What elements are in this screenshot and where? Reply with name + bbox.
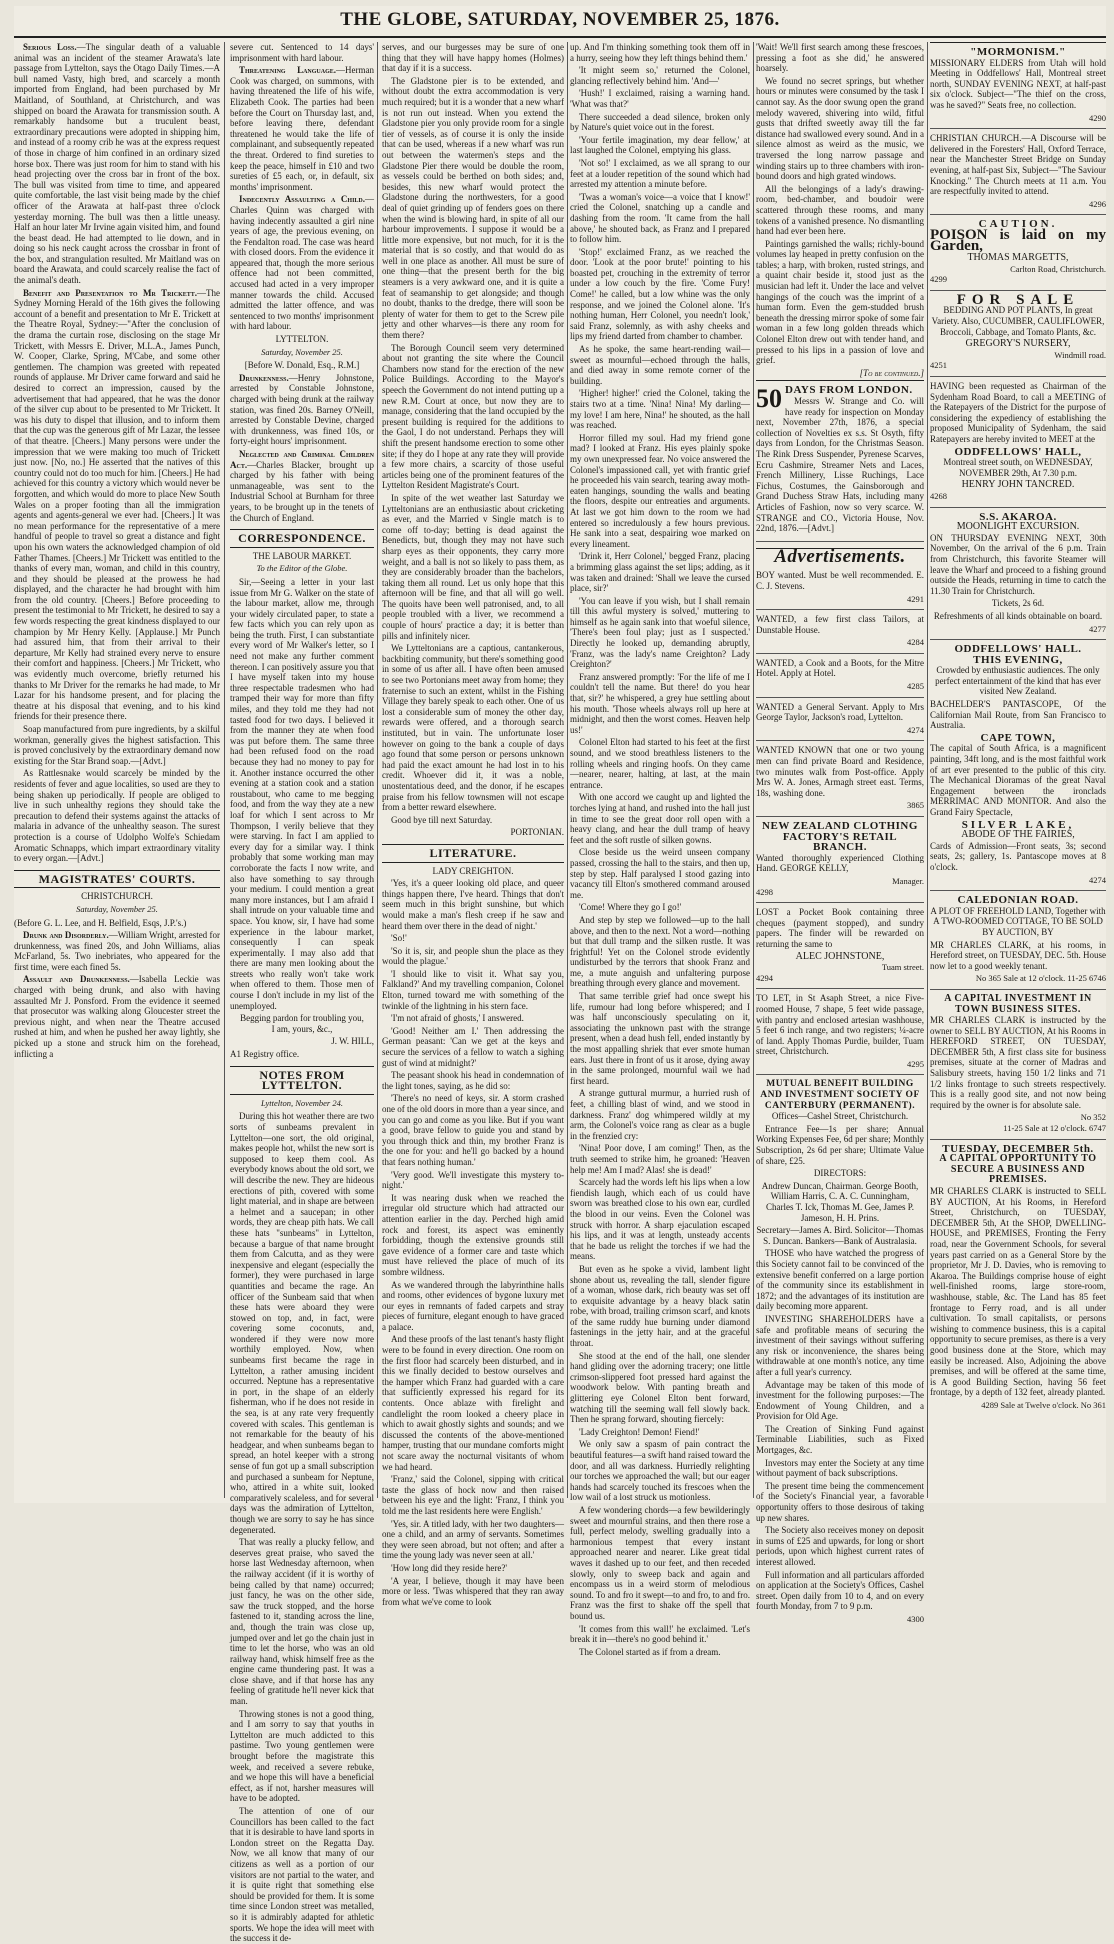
story-para: She stood at the end of the hall, one slender hand gliding over the adorning tracery; one little crimson-slippered foot pressed hard against the woodwork below. With panting breath and glittering eye Colonel Elton bent forward, watching till the seeming wall fell slowly back. Then he sprang forward, shouting fiercely:: [570, 1350, 750, 1425]
story-para: Franz answered promptly: 'For the life of me I couldn't tell the name. But there! do you hear that, sir?' he whispered, a grey hue settling about his mouth. 'Those wheels always roll up here at midnight, and then the worst comes. Heaven help us!': [570, 671, 750, 735]
fifty-days-title: DAYS FROM LONDON.: [785, 384, 913, 397]
story-para: A strange guttural murmur, a hurried rush of feet, a chilling blast of wind, and we stood in darkness. Franz' dog whimpered wildly at my arm, the Colonel's voice rang as clear as a bugle in the frenzied cry:: [570, 1088, 750, 1141]
story-para: There succeeded a dead silence, broken only by Nature's quiet voice out in the forest.: [570, 111, 750, 133]
court-assault-cont: severe cut. Sentenced to 14 days' imprisonment with hard labour.: [230, 42, 374, 63]
story-para: 'I'm not afraid of ghosts,' I answered.: [391, 1013, 524, 1024]
ad-servant-wanted: WANTED a General Servant. Apply to Mrs George Taylor, Jackson's road, Lyttelton. 4274: [756, 698, 924, 742]
notes-para: Good bye till next Saturday.: [391, 814, 493, 825]
story-para: It was nearing dusk when we reached the irregular old structure which had attracted our attention earlier in the day. Perched high amid rock and forest, its aspect was eminently forbidding, though the extensive grounds still gave evidence of a former care and taste which must have relieved the place of much of its sombre wildness.: [382, 1192, 564, 1277]
to-be-continued: [To be continued.]: [859, 367, 924, 378]
court-date: Saturday, November 25.: [76, 903, 158, 914]
story-para: And step by step we followed—up to the hall above, and then to the next. Not a word—nothing but that dull tramp and the silken rustle. It was frightful! Yet on the Colonel strode evidently undisturbed by the terrors that shook Franz and me, a mute anguish and unfaltering purpose breathing through every glance and movement.: [570, 914, 750, 989]
magistrates-courts-heading: MAGISTRATES' COURTS.: [14, 870, 220, 889]
notes-para: The Borough Council seem very determined about not granting the site where the Council Chambers now stand for the erection of the new Police Buildings. According to the Mayor's speech the Government do not intend putting up a new R.M. Court at once, but now they are to manage, considering that the land occupied by the present building is required for the additions to the Gaol, I do not understand. Perhaps they will shift the present handsome erection to some other site; if they do I hope at any rate they will provide a few more chairs, a scarcity of those useful articles being one of the prominent features of the Lyttelton Resident Magistrate's Court.: [382, 342, 564, 491]
court-drunk: Drunk and Disorderly.—William Wright, arrested for drunkenness, was fined 20s, and John Williams, alias McFarland, 5s. Two inebriates, who appeared for the first time, were each fined 5s.: [14, 930, 221, 972]
column-2: [230, 42, 374, 1944]
court-bench: (Before G. L. Lee, and H. Belfield, Esqs, J.P.'s.): [14, 917, 187, 928]
lyttelton-drunk: Drunkenness.—Henry Johnstone, arrested by Constable Johnstone, charged with being drunk at the railway station, was fined 20s. Barney O'Neill, arrested by Constable Devine, charged with drunkenness, was fined 10s, or forty-eight hours' imprisonment.: [230, 372, 374, 447]
masthead: THE GLOBE, SATURDAY, NOVEMBER 25, 1876.: [340, 9, 780, 30]
advert-schnapps: As Rattlesnake would scarcely be minded by the residents of fever and ague localities, so used are they to being shaken up periodically. If people are obliged to live in such unhealthy regions they should take the precaution to defend their systems against the attacks of malaria in advance of the unhealthy season. The surest protection is a course of Udolpho Wolfe's Schiedam Aromatic Schnapps, which impart extraordinary vitality to every organ.—[Advt.]: [14, 768, 220, 864]
story-para: 'So!': [391, 933, 407, 944]
notes-para: The attention of one of our Councillors has been called to the fact that it is desirable to have land sports in London street on the Regatta Day. Now, we all know that many of our citizens as well as a portion of our visitors are not partial to the water, and it is quite right that something else should be provided for them. It is some time since London street was metalled, so it is admirably adapted for athletic sports. We hope the idea will meet with the success it de-: [230, 1806, 374, 1944]
notes-para: We Lytteltonians are a captious, cantankerous, backbiting community, but there's something good in some of us after all. I have often been amused to see two Portonians meet away from home; they fraternise to such an extent, whilst in the Fishing Village they barely speak to each other. One of us lost a considerable sum of money the other day, rewards were offered, and a thorough search instituted, but in vain. The unfortunate loser however on going to the bank a couple of days ago found that some person or persons unknown had paid the exact amount he had lost in to his credit. Whoever did it, it was a noble, unostentatious deed, and the donor, if he escapes praise from his fellow townsmen will not escape from a better reward elsewhere.: [382, 643, 565, 813]
column-4: [570, 42, 750, 1657]
ad-mutual-benefit-society: MUTUAL BENEFIT BUILDING AND INVESTMENT SOCIETY OF CANTERBURY (PERMANENT). Offices—Cashel Street, Christchurch. Entrance Fee—1s per share; Annual Working Expenses Fee, 6d per share; Monthly Subscription, 2s 6d per share; Ultimate Value of share, £25. DIRECTORS: Andrew Duncan, Chairman. George Booth, William Harris, C. A. C. Cunningham, Charles T. Ick, Thomas M. Gee, James P. Jameson, H. H. Prins. Secretary—James A. Bird. Solicitor—Thomas S. Duncan. Bankers—Bank of Australasia. THOSE who have watched the progress of this Society cannot fail to be convinced of the extensive benefit conferred on a large portion of the community since its establishment in 1872; and the advantages of its institution are daily becoming more apparent. INVESTING SHAREHOLDERS have a safe and profitable means of securing the investment of their savings without suffering any risk or inconvenience, the shares being withdrawable at one month's notice, any time after a full year's currency. Advantage may be taken of this mode of investment for the following purposes:—The Endowment of Young Children, and a Provision for Old Age. The Creation of Sinking Fund against Terminable Liabilities, such as Fixed Mortgages, &c. Investors may enter the Society at any time without payment of back subscriptions. The present time being the commencement of the Society's Financial year, a favorable opportunity offers to those desirous of taking up new shares. The Society also receives money on deposit in sums of £25 and upwards, for long or short periods, upon which highest current rates of interest allowed. Full information and all particulars afforded on application at the Society's Offices, Cashel street. Open daily from 10 to 4, and on every fourth Monday, from 7 to 9 p.m. 4300: [756, 1079, 924, 1624]
story-para: 'Nina! Poor dove, I am coming!' Then, as the truth seemed to strike him, he groaned: 'Heaven help me! Am I mad? Alas! she is dead!': [570, 1143, 750, 1175]
notes-date: Lyttelton, November 24.: [261, 1097, 343, 1108]
notes-para: Throwing stones is not a good thing, and I am sorry to say that youths in Lyttelton are much addicted to this pastime. Two young gentlemen were brought before the magistrate this week, and received a severe rebuke, and we hope this will have a beneficial effect, as if not, harsher measures will have to be adopted.: [230, 1708, 374, 1804]
ad-caledonian-road: CALEDONIAN ROAD. A PLOT OF FREEHOLD LAND, Together with A TWO-ROOMED COTTAGE, TO BE SOLD BY AUCTION, BY MR CHARLES CLARK, at his rooms, in Hereford street, on TUESDAY, DEC. 5th. House now let to a good weekly tenant. No 365 Sale at 12 o'clock. 11-25 6746: [930, 891, 1106, 990]
story-para: 'How long did they reside here?': [391, 1562, 507, 1573]
court-assault: Assault and Drunkenness.—Isabella Leckie was charged with being drunk, and also with having assaulted Mr J. Ponsford. From the evidence it seemed that prosecutor was walking along Gloucester street the previous night, and when near the Theatre accused rushed at him, and when he pushed her away lightly, she picked up a stone and struck him on the forehead, inflicting a: [14, 974, 220, 1059]
ad-to-let: TO LET, in St Asaph Street, a nice Five-roomed House, 7 shape, 5 feet wide passage, with pantry and enclosed artesian washhouse, 5 feet 6 inch range, and two registers; ¼-acre of land. Apply Thomas Purdie, builder, Tuam street, Christchurch. 4295: [756, 989, 924, 1075]
story-para: We found no secret springs, but whether hours or minutes were consumed by the task I cannot say. As the door swung open the grand melody wavered, shivering into wild, fitful gusts that drifted sweetly away till the far distance had swallowed every sound. And in a silence almost as weird as the music, we traversed the long narrow passage and winding stairs up to three chambers with iron-bound doors and high grated windows.: [756, 75, 924, 182]
article-trickett-benefit: Benefit and Presentation to Mr Trickett.—The Sydney Morning Herald of the 16th gives the following account of a benefit and presentation to Mr E. Trickett at the Theatre Royal, Sydney:—"After the conclusion of the drama the curtain rose, disclosing on the stage Mr Trickett, with Messrs E. Driver, M.L.A., James Punch, W. Cooper, Clarke, Spring, M'Cabe, and some other gentlemen. The champion was greeted with repeated rounds of applause. Mr Driver came forward and said he desired to correct an impression, caused by the advertisement that had appeared, that he was the donor of the silver cup about to be presented to Mr Trickett. It was his duty to dispel that illusion, and to inform them that the cup was the generous gift of Mr Lazar, the lessee of that theatre. [Cheers.] Many persons were under the impression that we were making too much of Trickett just now. [No, no.] He asserted that the natives of this country could not do too much for him. [Cheers.] He had achieved for this country a victory which would never be forgotten, and which would do more to place New South Wales on a proper footing than all the immigration agents and agents-general we ever had. [Cheers.] It was no mean performance for the representative of a mere handful of people to travel so great a distance and fight upon his own waters the acknowledged champion of old Father Thames. [Cheers.] Mr Trickett was entitled to the thanks of every man, woman, and child in this country, and they should be pleased at the prowess he had displayed, and the character he had brought with him from the old country. [Cheers.] Before proceeding to present the testimonial to Mr Trickett, he desired to say a few words respecting the great kindness displayed to our champion by Mr Henry Kelly. [Applause.] Mr Punch had assured him, that from their arrival to their departure, Mr Kelly had strained every nerve to ensure their comfort and happiness. [Cheers.] Mr Trickett, who was evidently much overcome, briefly returned his thanks to Mr Driver for the remarks he had made, to Mr Lazar for his handsome present, and for placing the theatre at his disposal that evening, and to his kind friends for their presence there.: [14, 287, 220, 722]
story-para: 'Your fertile imagination, my dear fellow,' at last laughed the Colonel, emptying his glass.: [570, 134, 750, 156]
article-serious-loss: Serious Loss.—The singular death of a valuable animal was an incident of the steamer Arawata's late passage from Lyttelton, says the Otago Daily Times.—A bull named Vasty, high bred, and scarcely a month imported from England, had been purchased by Mr Maitland, of Southland, at Christchurch, and was shipped on board the Arawata for transmission south. A remarkably handsome but a truculent beast, extraordinary precautions were adopted in shipping him, and instead of a roomy crib he was at the express request of those in charge of him confined in an ordinary sized horse box. There was just room for him to stand with his head projecting over the cross bar in front of the box. The bull was visited from time to time, and appeared quite comfortable, the last visit being made by the chief officer of the Arawata at half-past three o'clock yesterday morning. The bull was then a little uneasy. Half an hour later Mr Irvine again visited him, and found the beast dead. He had attempted to lie down, and in doing so his neck caught across the crossbar in front of the box, and strangulation resulted. Mr Maitland was on board the Arawata, and could scarcely realise the fact of the animal's death.: [14, 42, 220, 286]
ad-sydenham-meeting: HAVING been requested as Chairman of the Sydenham Road Board, to call a MEETING of the Ratepayers of the District for the purpose of considering the expediency of establishing the proposed Municipality of Sydenham, the said Ratepayers are hereby invited to MEET at the ODDFELLOWS' HALL, Montreal street south, on WEDNESDAY, NOVEMBER 29th, At 7.30 p.m. HENRY JOHN TANCRED. 4268: [930, 377, 1106, 508]
masthead-rule: [14, 36, 1106, 38]
ad-board-residence: WANTED KNOWN that one or two young men can find private Board and Residence, two minutes walk from Post-office. Apply Mrs W. A. Jones, Armagh street east. Terms, 18s, washing done. 3865: [756, 741, 924, 817]
story-para: Horror filled my soul. Had my friend gone mad? I looked at Franz. His eyes plainly spoke my own unexpressed fear. No voice answered the Colonel's impassioned call, yet with frantic grief he proceeded his vain search, tearing away moth-eaten hangings, sounding the walls and beating the floors, despite our entreaties and arguments. At last we got him down to the room we had entered so incredulously a few hours previous. He sank into a seat, despairing woe marked on every lineament.: [570, 432, 750, 549]
notes-lyttelton-heading: NOTES FROM LYTTELTON.: [230, 1066, 374, 1095]
lyttelton-court-date: Saturday, November 25.: [261, 346, 343, 357]
story-para: Scarcely had the words left his lips when a low fiendish laugh, which each of us could have sworn was breathed close to his own ear, curdled the blood in our veins. Even the Colonel was struck with horror. A sharp ejaculation escaped his lips, and it was at length, unsteady accents that he bade us relight the torches if we had the means.: [570, 1177, 750, 1262]
notes-para: During this hot weather there are two sorts of sunbeams prevalent in Lyttelton—one sort, the old original, makes people hot, whilst the new sort is supposed to keep them cool. As everybody knows about the old sort, we will describe the new. They are hideous erections of pith, covered with some light material, and in shape are between a helmet and a saucepan; in other words, they are cheap pith hats. We call these hats "sunbeams" in Lyttelton, because a bargue of that name brought them from Calcutta, and as they were inexpensive and elegant (especially the former), they were purchased in large quantities and became the rage. An officer of the Sunbeam said that when these hats were aboard they were stowed on top, and, in fact, were covering some coconuts, and, wondered if they were now more worthily employed. Now, when sunbeams first became the rage in Lyttelton, a rather amusing incident occurred. Neptune has a representative in port, in the shape of an elderly fisherman, who if he does not reside in the sea, is at any rate very frequently covered with scales. This gentleman is not remarkable for the beauty of his headgear, and when sunbeams began to spread, an hotel keeper with a strong sense of fun got up a small subscription and purchased a sunbeam for Neptune, who, attired in a white suit, looked comparatively scaleless, and for several days was the admiration of Lyttelton, though we are sorry to say he has since degenerated.: [230, 1111, 374, 1535]
story-para: 'Stop!' exclaimed Franz, as we reached the door. 'Look at the poor brute!' pointing to his boasted pet, crouching in the extremity of terror under a low couch by the fire. 'Come Fury! Come!' he called, but a low whine was the only response, and we joined the Colonel alone. 'It's nothing human, Herr Colonel, you needn't look,' said Franz, solemnly, as with ashy cheeks and lips my friend darted from chamber to chamber.: [570, 246, 750, 342]
lyttelton-subheading: LYTTELTON.: [275, 334, 329, 345]
lyttelton-neglected: Neglected and Criminal Children Act.—Charles Blacker, brought up charged by his father with being unmanageable, was sent to the Industrial School at Burnham for three years, to be brought up in the tenets of the Church of England.: [230, 448, 374, 523]
story-para: That same terrible grief had once swept his life, rumour had long before whispered; and I was half unconsciously speculating on it, associating the unknown past with the strange present, when a dead hush fell, ended instantly by the most appalling shriek that ever smote human ears. Just there in front of us it arose, dying away in the same prolonged, mournful wail we had first heard.: [570, 991, 750, 1086]
story-para: 'Come! Where they go I go!': [579, 902, 682, 913]
ad-cook-wanted: WANTED, a Cook and a Boots, for the Mitre Hotel. Apply at Hotel. 4285: [756, 654, 924, 698]
story-para: 'Not so!' I exclaimed, as we all sprang to our feet at a louder repetition of the sound which had arrested my attention a minute before.: [570, 157, 750, 190]
fifty-numeral: 50: [756, 384, 782, 414]
lyttelton-bench: [Before W. Donald, Esq., R.M.]: [244, 360, 360, 371]
story-para: As we wandered through the labyrinthine halls and rooms, other evidences of bygone luxury met our eyes in remnants of faded carpets and stray pieces of furniture, elegant enough to have graced a palace.: [382, 1279, 564, 1332]
ad-pantascope: ODDFELLOWS' HALL. THIS EVENING, Crowded by enthusiastic audiences. The only perfect entertainment of the kind that has ever visited New Zealand. BACHELDER'S PANTASCOPE, Of the Californian Mail Route, from San Francisco to Australia. CAPE TOWN, The capital of South Africa, is a magnificent painting, 34ft long, and is the most faithful work of art ever presented to the public of this city. The Mechanical Dioramas of the great Naval Engagement between the ironclads MERRIMAC AND MONITOR. And also the Grand Fairy Spectacle, SILVER LAKE, ABODE OF THE FAIRIES, Cards of Admission—Front seats, 3s; second seats, 2s; gallery, 1s. Pantascope moves at 8 o'clock. 4274: [930, 640, 1106, 891]
story-para: 'Twas a woman's voice—a voice that I know!' cried the Colonel, snatching up a candle and dashing from the room. 'It came from the hall above,' he shouted back, as Franz and I prepared to follow him.: [570, 191, 750, 245]
column-1: [14, 42, 220, 1498]
story-para: 'Franz,' said the Colonel, sipping with critical taste the glass of hock now and then raised between his eye and the light: 'Franz, I think you told me the last residents here were English.': [382, 1474, 564, 1516]
story-para: 'Good! Neither am I.' Then addressing the German peasant: 'Can we get at the keys and secure the services of a fellow to watch a sighing gust of wind at midnight?': [382, 1025, 564, 1068]
story-para: up. And I'm thinking something took them off in a hurry, seeing how they left things behind them.': [570, 42, 750, 63]
column-rule: [753, 42, 754, 1498]
notes-signature: PORTONIAN.: [510, 827, 564, 838]
story-para: Paintings garnished the walls; richly-bound volumes lay heaped in pretty confusion on the tables; a harp, with broken, rusted strings, and a quaint chair beside it, stood just as the musician had left it. Under the lace and velvet hangings of the couch was the imprint of a human form. Even the gem-studded brush beneath the dressing mirror spoke of some fair woman in a few long golden threads which Colonel Elton drew out with tender hand, and pressed to his lips in a passion of love and grief.: [756, 238, 924, 366]
story-para: With one accord we caught up and lighted the torches lying at hand, and rushed into the hall just in time to see the great door roll open with a heavy clang, and hear the dull tramp of heavy feet and the soft rustle of silken gowns.: [570, 792, 750, 845]
column-3: [382, 42, 565, 1607]
notes-cont: serves, and our burgesses may be sure of one thing that they will have happy homes (Holmes) that day if it is a success.: [382, 42, 564, 74]
ad-caution-poison: CAUTION. POISON is laid on my Garden, THOMAS MARGETTS, Carlton Road, Christchurch. 4299: [930, 215, 1106, 291]
story-para: 'There's no need of keys, sir. A storm crashed one of the old doors in more than a year since, and you can go and come as you like. But if you want a good, brave fellow to guide you and stand by you through thick and thin, my brother Franz is the one for you: and he'll go backed by a hound that fears nothing human.': [382, 1093, 564, 1167]
story-para: 'So it is, sir, and people shun the place as they would the plague.': [382, 945, 564, 967]
lady-creighton-title: LADY CREIGHTON.: [432, 865, 514, 876]
story-para: 'Drink it, Herr Colonel,' begged Franz, placing a brimming glass against the set lips; adding, as it was taken and drained: 'Shall we leave the cursed place, sir?': [570, 551, 750, 594]
ad-clothing-factory: NEW ZEALAND CLOTHING FACTORY'S RETAIL BRANCH. Wanted thoroughly experienced Clothing Hand. GEORGE KELLY, Manager. 4298: [756, 817, 924, 903]
labour-letter: Sir,—Seeing a letter in your last issue from Mr G. Walker on the state of the labour market, allow me, through your widely circulated paper, to state a few facts which you can rely upon as being the truth. First, I can substantiate every word of Mr Walker's letter, so I need not make any further comment thereon. I can positively assure you that I have myself taken into my house three respectable tradesmen who had tramped their way for more than fifty miles, and they told me they had not tasted food for two days. I believed it from the manner they ate when food was put before them. The same three had been refused food on the road because they had no money to pay for it. Another instance occurred the other evening at a station cook and a station roustabout, who came to me begging food, and from the way they ate a new loaf for which I sent across to Mr Thompson, I verily believe that they were starving. In fact I am applied to every day for a similar way. I think probably that some working man may corroborate the facts I now write, and also have something to say through your medium. I could mention a great many more instances, but I am afraid I shall intrude on your valuable time and space. You know, sir, I have had some experience in the labour market, consequently I can speak experimentally. I may also add that there are many men looking about the streets who really won't take work when offered to them. Those men of course I don't include in my list of the unemployed.: [230, 576, 374, 1011]
notes-para: In spite of the wet weather last Saturday we Lytteltonians are an enthusiastic about cricketing as ever, and the Married v Single match is to come off to-day; betting is dead against the Benedicts, but, though they may not have such sharp eyes as their opponents, they carry more weight, and a ball is not so likely to pass them, as they are considerably broader than the bachelors, taking them all round. Let us only hope that this afternoon will be fine, and that all will go well. The quoits have been well patronised, and, to all people troubled with a liver, we recommend a couple of hours' practice a day; it is better than pills and infinitely nicer.: [382, 492, 564, 641]
story-para: The peasant shook his head in condemnation of the light tones, saying, as he did so:: [382, 1070, 564, 1091]
court-threat: Threatening Language.—Herman Cook was charged, on summons, with having threatened the life of his wife, Elizabeth Cook. The parties had been before the Court on Thursday last, and, before leaving there, defendant threatened he would take the life of complainant, and subsequently repeated the threat. Ordered to find sureties to keep the peace, himself in £10 and two sureties of £5 each, or, in default, six months' imprisonment.: [230, 65, 374, 192]
story-para: 'You can leave if you wish, but I shall remain till this awful mystery is solved,' muttering to himself as he again sank into that woeful silence, 'There's been foul play; just as I suspected.' Directly he looked up, demanding abruptly, 'Franz, was the lady's name Creighton? Lady Creighton?': [570, 595, 750, 670]
story-para: A few wondering chords—a few bewilderingly sweet and mournful strains, and then there rose a full, perfect melody, swelling gradually into a harmonious tempest that every instant approached nearer and nearer. Like great tidal waves it dashed up to our feet, and then receded slowly, only to sweep back and again and encompass us in a weird storm of melodious sound. To and fro it swept—to and fro, to and fro. Franz was the first to shake off the spell that bound us.: [570, 1504, 750, 1621]
ad-capital-investment: A CAPITAL INVESTMENT IN TOWN BUSINESS SITES. MR CHARLES CLARK is instructed by the owner to SELL BY AUCTION, At his Rooms in HEREFORD STREET, ON TUESDAY, DECEMBER 5th, A first class site for business premises, situate at the corner of Madras and Salisbury streets, having 150 1/2 links and 71 1/2 links frontage to such streets respectively. This is a really good site, and not now being required by the owner is for absolute sale. No 352 11-25 Sale at 12 o'clock. 6747: [930, 990, 1106, 1140]
story-para: 'It might seem so,' returned the Colonel, glancing reflectively behind him. 'And—': [570, 65, 750, 86]
story-para: 'It comes from this wall!' he exclaimed. 'Let's break it in—there's no good behind it.': [570, 1623, 750, 1645]
story-para: 'Yes, sir. A titled lady, with her two daughters—one a child, and an army of servants. Sometimes they were seen abroad, but not often; and after a time the young lady was never seen at all.': [382, 1518, 564, 1561]
newspaper-page: [14, 6, 1106, 1944]
christchurch-subheading: CHRISTCHURCH.: [81, 891, 153, 902]
column-rule: [224, 42, 225, 1498]
column-6: [930, 42, 1106, 1498]
column-rule: [377, 42, 378, 1498]
correspondence-heading: CORRESPONDENCE.: [230, 529, 374, 548]
to-editor: To the Editor of the Globe.: [256, 563, 348, 574]
literature-heading: LITERATURE.: [382, 844, 564, 863]
ad-christian-church: CHRISTIAN CHURCH.—A Discourse will be delivered in the Foresters' Hall, Oxford Terrace, near the Manchester Street Bridge on Sunday evening, at half-past Six, Subject—"The Saviour Knocking." The Church meets at 11 a.m. You are respectfully invited to attend. 4296: [930, 129, 1106, 215]
labour-market-heading: THE LABOUR MARKET.: [252, 550, 352, 561]
story-para: Colonel Elton had started to his feet at the first sound, and we stood breathless listeners to the rolling wheels and ringing hoofs. On they came—nearer, nearer, halting, at last, at the main entrance.: [570, 737, 750, 790]
story-para: 'Hush!' I exclaimed, raising a warning hand. 'What was that?': [570, 88, 750, 109]
ad-lost-pocket-book: LOST a Pocket Book containing three cheques (payment stopped), and sundry papers. The finder will be rewarded on returning the same to ALEC JOHNSTONE, Tuam street. 4294: [756, 903, 924, 989]
ad-tailors-wanted: WANTED, a few first class Tailors, at Dunstable House. 4284: [756, 610, 924, 654]
labour-signature: J. W. HILL,: [331, 1036, 374, 1047]
story-para: 'Wait! We'll first search among these frescoes, pressing a foot as she did,' he answered hoarsely.: [756, 42, 924, 74]
story-para: 'Very good. We'll investigate this mystery to-night.': [382, 1169, 564, 1191]
story-para: 'Higher! higher!' cried the Colonel, taking the stairs two at a time. 'Nina! Nina! My darling—my love! I am here, Nina!' he shouted, as the hall was reached.: [570, 388, 750, 431]
story-para: 'A year, I believe, though it may have been more or less. 'Twas whispered that they ran away from what we've come to look: [382, 1575, 564, 1607]
story-para: But even as he spoke a vivid, lambent light shone about us, revealing the tall, slender figure of a woman, whose dark, rich beauty was set off to exquisite advantage by a heavy black satin robe, with broad, trailing crimson scarf, and knots of the same ruddy hue burning under diamond fastenings in the jetty hair, and at the graceful throat.: [570, 1263, 750, 1349]
ad-boy-wanted: BOY wanted. Must be well recommended. E. C. J. Stevens. 4291: [756, 566, 924, 610]
fifty-days-text: Messrs W. Strange and Co. will have ready for inspection on Monday next, November 27th, 1876, a special collection of Novelties ex s.s. St Osyth, fifty days from London, for the Christmas Season. The Rink Dress Suspender, Pyrenese Scarves, Ecru Cashmire, Streamer Nets and Laces, French Millinery, Lisse Ruchings, Lace Fichus, Costumes, the Gainsborough and Grand Duchess Straw Hats, including many Articles of Fashion, now so very scarce. W. STRANGE and CO., Victoria House, Nov. 22nd, 1876.—[Advt.]: [756, 396, 924, 534]
notes-para: That was really a plucky fellow, and deserves great praise, who saved the horse last Wednesday afternoon, when the railway accident (if it is worthy of being called by that name) occurred; just fancy, he was on the other side, saw the truck stopped, and the horse fastened to it, standing across the line, and, though the train was close up, jumped over and let go the chain just in time to let the horse, who was an old railway hand, whisk himself free as the engine came thundering past. It was a close shave, and if that horse has any feeling of gratitude he'll never kick that man.: [230, 1537, 374, 1707]
story-para: All the belongings of a lady's drawing-room, bed-chamber, and boudoir were scattered through these rooms, and many tokens of a vanished presence. No dismantling hand had ever been here.: [756, 183, 924, 237]
story-para: 'Lady Creighton! Demon! Fiend!': [579, 1426, 700, 1437]
story-para: We only saw a spasm of pain contract the beautiful features—a swift hand raised toward the door, and all was darkness. Hurriedly relighting our torches we approached the wall; but our eager hands had scarcely touched its frescoes when the low wail of a lost struck us motionless.: [570, 1439, 750, 1503]
notes-para: The Gladstone pier is to be extended, and without doubt the extra accommodation is very much required; but it is a wonder that a new wharf is not run out instead. When you extend the Gladstone pier you only provide room for a single tier of vessels, as of course it is only the inside that can be used, whereas if a new wharf was run out between the watermen's steps and the Gladstone Pier there would be double the room, as vessels could be berthed on both sides; and, besides, this new wharf would protect the Gladstone during the northwesters, for a good deal of quiet grinding up of fenders goes on there when the wind is blowing hard, in spite of all our harbour improvements. I suppose it would be a little more expensive, but not much, for it is the material that is so costly, and that would do as well in one place as another. All must be sure of one thing—that the present berth for the big steamers is a very awkward one, and it is quite a feat of seamanship to get alongside; and though no doubt, thanks to the dredge, there will soon be plenty of water for them to get to the Screw pile jetty and other wharves—is there any room for them there?: [382, 75, 564, 341]
story-para: 'I should like to visit it. What say you, Falkland?' And my travelling companion, Colonel Elton, turned toward me with something of the twinkle of the lightning in his stern face.: [382, 968, 564, 1011]
story-para: 'Yes, it's a queer looking old place, and queer things happen there, I've heard. Things that don't seem much in this bright sunshine, but which would make a man's flesh creep if he saw and heard them over there in the dead of night.': [382, 878, 564, 931]
story-para: And these proofs of the last tenant's hasty flight were to be found in every direction. One room on the first floor had scarcely been disturbed, and in this we finally decided to bestow ourselves and the hamper which Franz had guarded with a care that sufficiently expressed his regard for its contents. Once ablaze with firelight and candlelight the room looked a cheery place in which to await ghostly sights and sounds; and we discussed the contents of the above-mentioned hamper, trusting that our mundane comforts might not scare away the nocturnal visitants of whom we had heard.: [382, 1334, 564, 1472]
column-rule: [567, 42, 568, 1498]
ad-for-sale-plants: FOR SALE BEDDING AND POT PLANTS, In great Variety. Also, CUCUMBER, CAULIFLOWER, Broccoli, Cabbage, and Tomato Plants, &c. GREGORY'S NURSERY, Windmill road. 4251: [930, 291, 1106, 377]
ad-mormonism: "MORMONISM." MISSIONARY ELDERS from Utah will hold Meeting in Oddfellows' Hall, Montreal street north, SUNDAY EVENING NEXT, at half-past six o'clock. Subject—"The thief on the cross, was he saved?" Seats free, no collection. 4290: [930, 42, 1106, 129]
labour-close: Begging pardon for troubling you, I am, yours, &c.,: [240, 1013, 364, 1034]
advert-soap: Soap manufactured from pure ingredients, by a skilful workman, generally gives the highest satisfaction. This is proved conclusively by the extraordinary demand now existing for the Star Brand soap.—[Advt.]: [14, 724, 220, 766]
ad-akaroa-excursion: S.S. AKAROA. MOONLIGHT EXCURSION. ON THURSDAY EVENING NEXT, 30th November, On the arrival of the 6 p.m. Train from Christchurch, this favorite Steamer will leave the Wharf and proceed to a fishing ground outside the Heads, returning in time to catch the 11.30 Train for Christchurch. Tickets, 2s 6d. Refreshments of all kinds obtainable on board. 4277: [930, 508, 1106, 641]
court-indecent: Indecently Assaulting a Child.—Charles Quinn was charged with having indecently assaulted a girl nine years of age, the previous evening, on the Fendalton road. The case was heard with closed doors. From the evidence it appeared that, though the more serious offence had not been committed, accused had acted in a very improper manner towards the child. Accused admitted the latter offence, and was sentenced to two months' imprisonment with hard labour.: [230, 194, 374, 332]
labour-signature-2: A1 Registry office.: [230, 1049, 300, 1060]
column-rule: [927, 42, 928, 1498]
story-para: As he spoke, the same heart-rending wail—sweet as mournful—echoed through the halls, and died away in some remote corner of the building.: [570, 344, 750, 386]
column-5: [756, 42, 924, 1624]
story-para: Close beside us the weird unseen company passed, crossing the hall to the stairs, and then up, step by step. Half paralysed I stood gazing into vacancy till Elton's smothered command aroused me.: [570, 847, 750, 900]
advertisements-heading: Advertisements.: [756, 548, 924, 563]
story-para: The Colonel started as if from a dream.: [579, 1646, 721, 1657]
advert-fifty-days: [756, 380, 924, 541]
ad-business-premises: TUESDAY, DECEMBER 5th. A CAPITAL OPPORTUNITY TO SECURE A BUSINESS AND PREMISES. MR CHARLES CLARK is instructed to SELL BY AUCTION, At his Rooms, in Hereford Street, Christchurch, on TUESDAY, DECEMBER 5th, At the SHOP, DWELLING-HOUSE, and PREMISES, Fronting the Ferry road, near the Government Schools, for several years past carried on as a General Store by the proprietor, Mr J. D. Davies, who is removing to Akaroa. The Buildings comprise house of eight well-finished rooms, large store-room, washhouse, stable, &c. The Land has 85 feet frontage to Ferry road, and is all under cultivation. To small capitalists, or persons wishing to commence business, this is a capital opportunity to secure premises, as there is a very good business done at the Store, which may easily be increased. Also, Adjoining the above premises, and will be offered at the same time, is A good Building Section, having 56 feet frontage, by a depth of 132 feet, already planted. 4289 Sale at Twelve o'clock. No 361: [930, 1142, 1106, 1410]
